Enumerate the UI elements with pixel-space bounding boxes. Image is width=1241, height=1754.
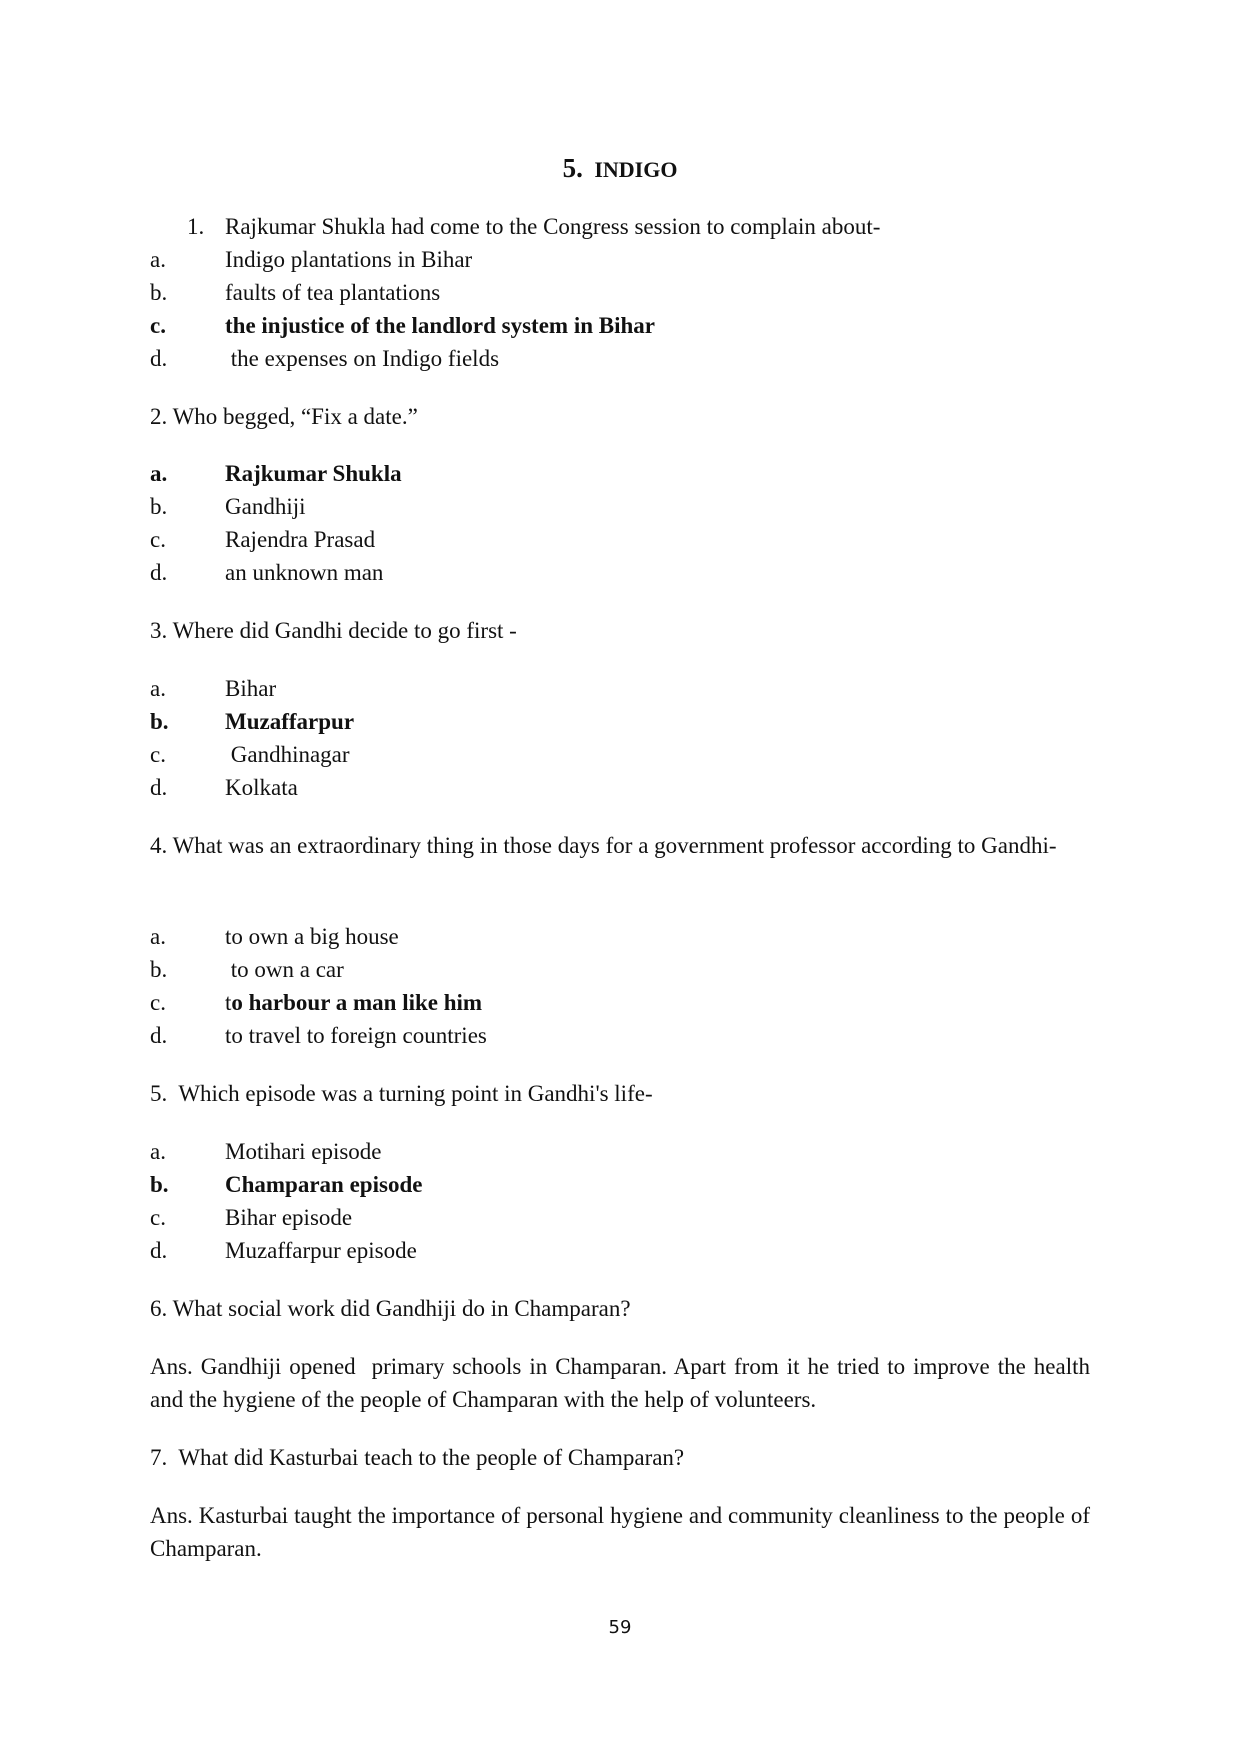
option-text: Gandhiji <box>225 494 306 519</box>
option-letter: c. <box>150 742 166 767</box>
option-text: Muzaffarpur episode <box>225 1238 417 1263</box>
question-4-text: 4. What was an extraordinary thing in those days for a government professor according to Gandhi- <box>150 833 1057 858</box>
option-letter: c. <box>150 527 166 552</box>
page-number: 59 <box>608 1617 632 1638</box>
option-letter: b. <box>150 957 168 982</box>
question-6-text: 6. What social work did Gandhiji do in Champaran? <box>150 1296 631 1321</box>
option-letter: b. <box>150 280 168 305</box>
question-7-text: 7. What did Kasturbai teach to the people of Champaran? <box>150 1445 685 1470</box>
option-letter: b. <box>150 494 168 519</box>
option-text <box>225 986 482 1019</box>
option-letter: d. <box>150 346 168 371</box>
option-text: faults of tea plantations <box>225 280 441 305</box>
option-text: Muzaffarpur <box>225 709 355 734</box>
option-letter: d. <box>150 560 168 585</box>
option-text: Champaran episode <box>225 1172 423 1197</box>
option-text: Rajkumar Shukla <box>225 461 402 486</box>
question-2-text: 2. Who begged, “Fix a date.” <box>150 404 418 429</box>
question-1-number: 1. <box>187 214 205 239</box>
question-1 <box>150 210 1090 243</box>
option-letter: d. <box>150 1238 168 1263</box>
option-letter: b. <box>150 709 169 734</box>
option-text: the expenses on Indigo fields <box>225 346 500 371</box>
option-letter: c. <box>150 313 166 338</box>
option-letter: a. <box>150 461 168 486</box>
option-text: the injustice of the landlord system in Bihar <box>225 313 655 338</box>
option-text: Gandhinagar <box>225 742 350 767</box>
option-text: an unknown man <box>225 560 384 585</box>
question-5-text: 5. Which episode was a turning point in Gandhi's life- <box>150 1081 653 1106</box>
option-letter: d. <box>150 1023 168 1048</box>
chapter-title <box>150 150 1090 188</box>
option-letter: d. <box>150 775 168 800</box>
option-text: Rajendra Prasad <box>225 527 376 552</box>
option-letter: c. <box>150 1205 166 1230</box>
question-7-answer: Ans. Kasturbai taught the importance of personal hygiene and community cleanliness to the people of Champaran. <box>150 1503 1090 1561</box>
question-3-text: 3. Where did Gandhi decide to go first - <box>150 618 517 643</box>
chapter-number: 5. <box>562 153 583 183</box>
option-letter: a. <box>150 247 166 272</box>
option-text-plain-part: t <box>225 990 232 1015</box>
option-text: Motihari episode <box>225 1139 382 1164</box>
document-page <box>150 0 1096 1754</box>
option-letter: a. <box>150 676 166 701</box>
option-letter: a. <box>150 924 166 949</box>
option-letter: b. <box>150 1172 169 1197</box>
option-text: Indigo plantations in Bihar <box>225 247 473 272</box>
question-6-answer: Ans. Gandhiji opened primary schools in Champaran. Apart from it he tried to improve the health and the hygiene of the people of Champaran with the help of volunteers. <box>150 1354 1096 1412</box>
option-letter: a. <box>150 1139 166 1164</box>
question-1-text: Rajkumar Shukla had come to the Congress session to complain about- <box>225 214 881 239</box>
option-letter: c. <box>150 990 166 1015</box>
option-text: to travel to foreign countries <box>225 1023 487 1048</box>
option-text: to own a big house <box>225 924 399 949</box>
option-text: Kolkata <box>225 775 298 800</box>
option-text-bold-part: o harbour a man like him <box>231 990 483 1015</box>
option-text: to own a car <box>225 957 344 982</box>
chapter-name: INDIGO <box>594 157 678 182</box>
option-text: Bihar episode <box>225 1205 353 1230</box>
option-text: Bihar <box>225 676 277 701</box>
